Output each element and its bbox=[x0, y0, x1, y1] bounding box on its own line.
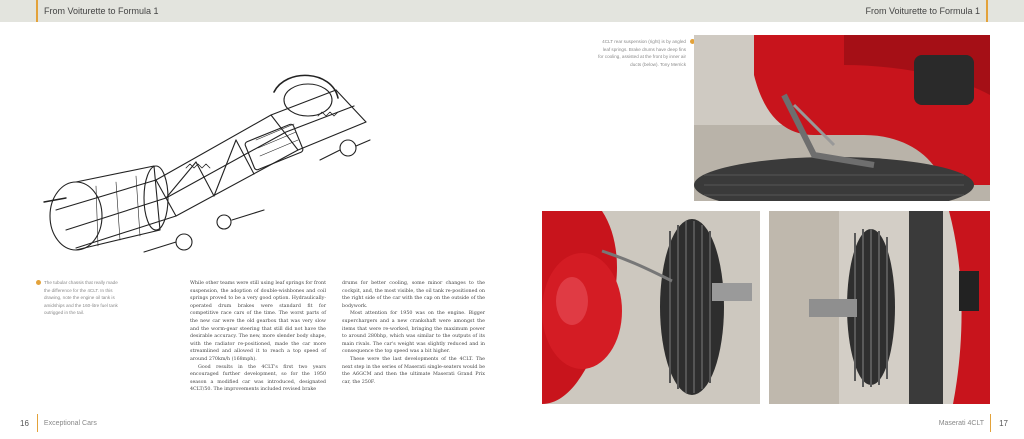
paragraph: Good results in the 4CLT's first two years encouraged further development, so for the 1950 season a modified car was introduced, designated 4CLT/50. The improvements included revised brake bbox=[190, 364, 326, 393]
footer-right bbox=[933, 414, 1024, 432]
body-column-1 bbox=[190, 280, 326, 394]
header-accent-rule bbox=[986, 0, 988, 22]
running-head-right: From Voiturette to Formula 1 bbox=[865, 6, 980, 16]
footer-section-title: Exceptional Cars bbox=[43, 419, 97, 427]
body-column-2 bbox=[342, 280, 485, 386]
caption-bullet-icon bbox=[36, 280, 41, 285]
chassis-drawing bbox=[36, 70, 378, 266]
header-left bbox=[0, 0, 165, 22]
drawing-caption-text: The tubular chassis that really made the difference for the 4CLT. In this drawing, note the engine oil tank is amidships and the 160-litre fuel tank outrigged in the tail. bbox=[44, 280, 118, 316]
header-right bbox=[859, 0, 1024, 22]
photo-caption-text: 4CLT rear suspension (right) is by angled leaf springs. Brake drums have deep fins for cooling, assisted at the front by inner air ducts (below). Tony Merrick bbox=[598, 39, 686, 67]
chassis-illustration bbox=[36, 70, 378, 266]
front-brake-photo bbox=[542, 211, 760, 404]
rear-brake-photo bbox=[769, 211, 990, 404]
page-number-right: 17 bbox=[999, 418, 1008, 428]
footer-accent-rule bbox=[990, 414, 991, 432]
paragraph: Most attention for 1950 was on the engine. Bigger superchargers and a new crankshaft were amongst the items that were re-worked, bringing the maximum power to around 280bhp, which was similar to the outputs of its main rivals. The car's weight was slightly reduced and in consequence the top speed was a bit higher. bbox=[342, 311, 485, 355]
running-head-left: From Voiturette to Formula 1 bbox=[44, 6, 159, 16]
footer-book-title: Maserati 4CLT bbox=[938, 419, 985, 427]
drawing-caption bbox=[36, 279, 124, 317]
paragraph: drums for better cooling, some minor changes to the cockpit, and, the most visible, the oil tank re-positioned on the right side of the car with the cap on the outside of the bodywork. bbox=[342, 281, 486, 309]
paragraph: While other teams were still using leaf springs for front suspension, the adoption of double-wishbones and coil springs proved to be a very good option. Hydraulically-operated drum brakes were standard fit for competitive race cars of the time. The worst parts of the new car were the old gearbox that was very slow and the worm-gear steering that still did not have the desirable accuracy. The new, more slender body shape, with the radiator re-positioned, made the car more streamlined and allowed it to reach a top speed of around 270km/h (168mph). bbox=[190, 281, 326, 362]
photo-caption bbox=[598, 38, 686, 68]
page-number-left: 16 bbox=[20, 418, 29, 428]
paragraph: These were the last developments of the 4CLT. The next step in the series of Maserati single-seaters would be the A6GCM and then the ultimate Maserati Grand Prix car, the 250F. bbox=[342, 356, 485, 385]
footer-left bbox=[0, 414, 103, 432]
rear-suspension-photo bbox=[694, 35, 990, 201]
